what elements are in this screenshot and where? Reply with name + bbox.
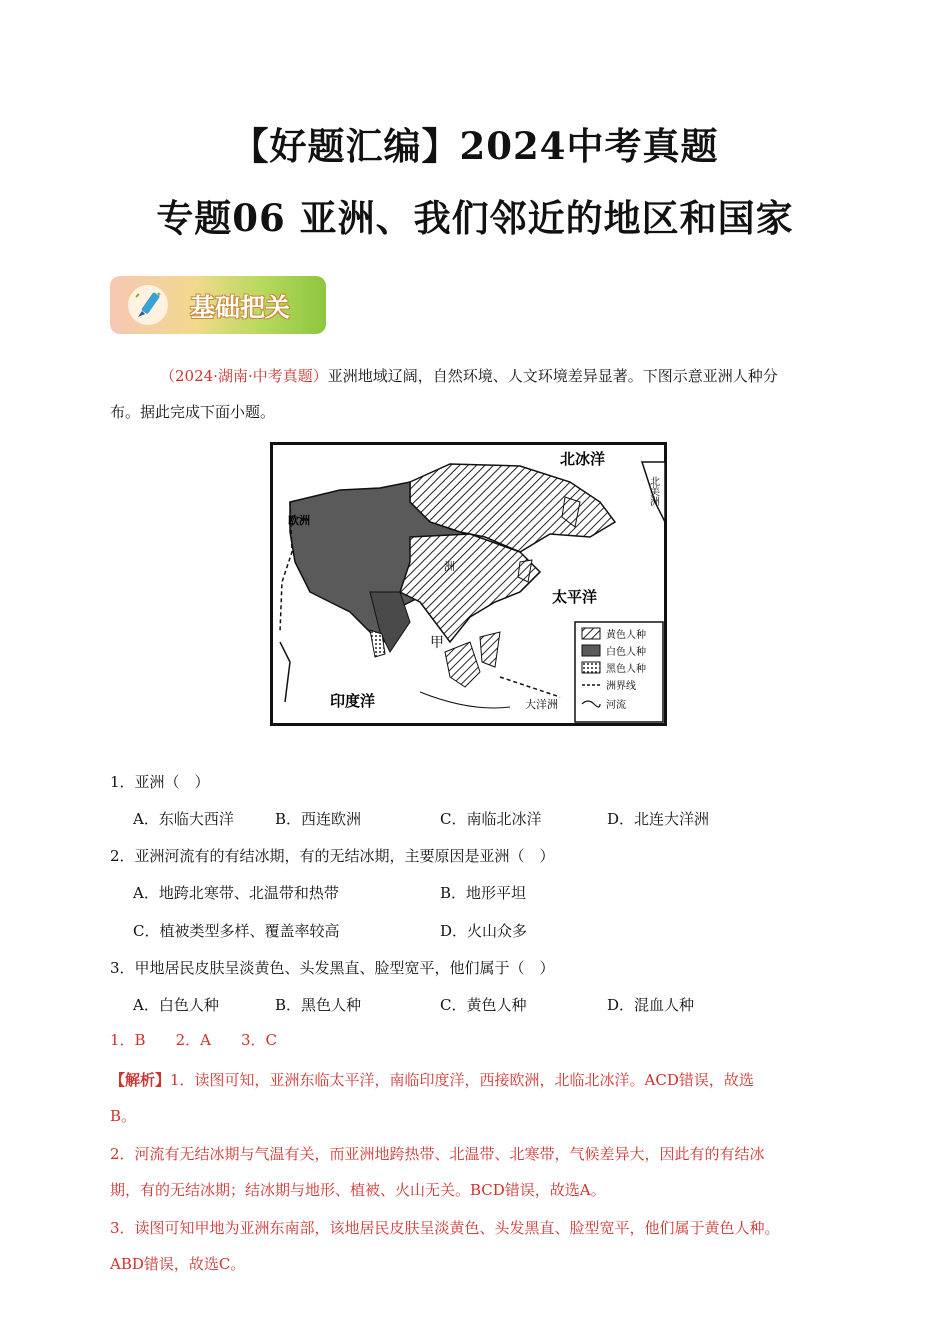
intro-text-1: 亚洲地域辽阔，自然环境、人文环境差异显著。下图示意亚洲人种分	[327, 367, 778, 385]
q1-option-a: A．东临大西洋	[133, 810, 234, 828]
answers: 1．B 2．A 3．C	[110, 1031, 277, 1049]
map-legend	[575, 622, 663, 722]
q1-option-d: D．北连大洋洲	[607, 810, 710, 828]
q3-option-d: D．混血人种	[607, 996, 695, 1014]
question-1-stem: 1．亚洲（ ）	[110, 773, 210, 791]
q3-option-a: A．白色人种	[133, 996, 219, 1014]
q2-option-b: B．地形平坦	[440, 884, 527, 902]
label-arctic: 北冰洋	[560, 450, 606, 468]
question-2-stem: 2．亚洲河流有的有结冰期，有的无结冰期，主要原因是亚洲（ ）	[110, 847, 555, 865]
label-oceania: 大洋洲	[525, 698, 558, 711]
intro-source: （2024·湖南·中考真题）	[160, 367, 328, 385]
label-pacific: 太平洋	[552, 588, 598, 606]
analysis-line-2b: 期，有的无结冰期；结冰期与地形、植被、火山无关。BCD错误，故选A。	[110, 1181, 606, 1199]
q2-option-c: C．植被类型多样、覆盖率较高	[133, 922, 340, 940]
legend-river: 河流	[606, 700, 626, 711]
section-badge	[110, 276, 326, 334]
q1-option-c: C．南临北冰洋	[440, 810, 542, 828]
legend-white: 白色人种	[606, 647, 646, 658]
label-europe: 欧洲	[288, 514, 310, 527]
analysis-line-1b: B。	[110, 1107, 137, 1125]
legend-boundary: 洲界线	[606, 681, 636, 692]
label-north-america: 北美洲	[647, 476, 659, 506]
legend-black: 黑色人种	[606, 664, 646, 675]
question-3-stem: 3．甲地居民皮肤呈淡黄色、头发黑直、脸型宽平，他们属于（ ）	[110, 959, 555, 977]
analysis-line-1	[110, 1070, 754, 1090]
title-line-2: 专题06 亚洲、我们邻近的地区和国家	[156, 196, 794, 240]
legend-yellow: 黄色人种	[606, 630, 646, 641]
intro-line-1	[160, 366, 778, 386]
q2-option-a: A．地跨北寒带、北温带和热带	[133, 884, 339, 902]
label-asia: 洲	[444, 560, 455, 573]
q2-option-d: D．火山众多	[440, 922, 528, 940]
q3-option-b: B．黑色人种	[275, 996, 362, 1014]
q1-option-b: B．西连欧洲	[275, 810, 362, 828]
asia-race-map	[270, 442, 667, 726]
pen-icon	[128, 285, 168, 325]
label-jia: 甲	[430, 635, 444, 651]
analysis-line-3: 3．读图可知甲地为亚洲东南部，该地居民皮肤呈淡黄色、头发黑直、脸型宽平，他们属于黄色人种。	[110, 1219, 780, 1237]
analysis-line-3b: ABD错误，故选C。	[110, 1255, 246, 1273]
q3-option-c: C．黄色人种	[440, 996, 527, 1014]
title-line-1: 【好题汇编】2024中考真题	[231, 124, 719, 168]
analysis-text-1: 1．读图可知，亚洲东临太平洋，南临印度洋，西接欧洲，北临北冰洋。ACD错误，故选	[170, 1071, 754, 1089]
intro-line-2: 布。据此完成下面小题。	[110, 403, 276, 421]
analysis-label: 【解析】	[110, 1071, 171, 1089]
label-indian: 印度洋	[330, 692, 376, 710]
badge-label: 基础把关	[190, 293, 291, 322]
analysis-line-2: 2．河流有无结冰期与气温有关，而亚洲地跨热带、北温带、北寒带，气候差异大，因此有的有结冰	[110, 1145, 765, 1163]
